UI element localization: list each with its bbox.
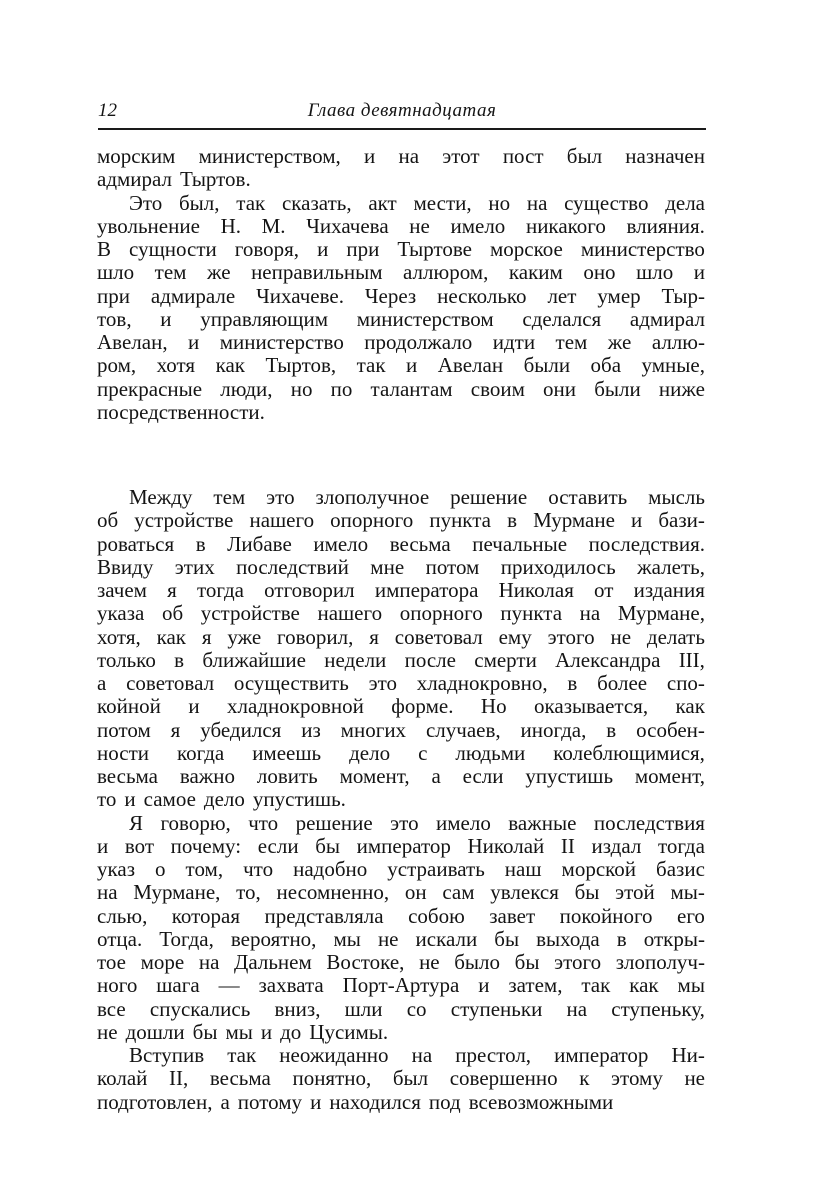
body-text xyxy=(97,145,705,1114)
text-line: на Мурмане, то, несомненно, он сам увлекся бы этой мы- xyxy=(97,880,705,905)
text-line: указа об устройстве нашего опорного пункта на Мурмане, xyxy=(97,601,705,626)
text-line: Вступив так неожиданно на престол, император Ни- xyxy=(129,1043,705,1067)
text-line: увольнение Н. М. Чихачева не имело никакого влияния. xyxy=(97,213,705,238)
text-line: только в ближайшие недели после смерти Александра III, xyxy=(97,647,705,672)
text-line: слью, которая представляла собою завет покойного его xyxy=(97,903,705,928)
text-line: а советовал осуществить это хладнокровно, в более спо- xyxy=(97,671,705,695)
paragraph xyxy=(97,486,705,812)
text-line: Я говорю, что решение это имело важные последствия xyxy=(129,810,705,835)
text-line: койной и хладнокровной форме. Но оказывается, как xyxy=(97,694,705,719)
text-line: хотя, как я уже говорил, я советовал ему этого не делать xyxy=(97,624,705,649)
text-line: колай II, весьма понятно, был совершенно к этому не xyxy=(97,1066,705,1091)
text-line: посредственности. xyxy=(97,399,265,424)
paragraph xyxy=(97,812,705,1045)
text-line: Авелан, и министерство продолжало идти тем же аллю- xyxy=(97,330,705,354)
text-line: адмирал Тыртов. xyxy=(97,167,251,192)
text-line: зачем я тогда отговорил императора Николая от издания xyxy=(97,578,705,602)
text-line: при адмирале Чихачеве. Через несколько лет умер Тыр- xyxy=(97,283,705,308)
text-line: ного шага — захвата Порт-Артура и затем, так как мы xyxy=(97,973,705,998)
text-line: весьма важно ловить момент, а если упустишь момент, xyxy=(97,764,705,788)
text-line: ности когда имеешь дело с людьми колеблющимися, xyxy=(97,740,705,765)
text-line: В сущности говоря, и при Тыртове морское министерство xyxy=(97,237,705,261)
text-line: морским министерством, и на этот пост был назначен xyxy=(97,144,705,168)
text-line: то и самое дело упустишь. xyxy=(97,787,346,812)
text-line: тов, и управляющим министерством сделался адмирал xyxy=(97,306,705,331)
paragraph xyxy=(97,192,705,425)
text-line: об устройстве нашего опорного пункта в Мурмане и бази- xyxy=(97,508,705,533)
text-line: и вот почему: если бы император Николай II издал тогда xyxy=(97,833,705,858)
text-line: потом я убедился из многих случаев, иногда, в особен- xyxy=(97,717,705,742)
text-line: Ввиду этих последствий мне потом приходилось жалеть, xyxy=(97,554,705,579)
text-line: ром, хотя как Тыртов, так и Авелан были оба умные, xyxy=(97,353,705,378)
text-line: подготовлен, а потому и находился под всевозможными xyxy=(97,1089,614,1114)
section-break xyxy=(97,424,705,486)
text-line: все спускались вниз, шли со ступеньки на ступеньку, xyxy=(97,996,705,1021)
text-line: шло тем же неправильным аллюром, каким оно шло и xyxy=(97,260,705,285)
paragraph xyxy=(97,1044,705,1114)
text-line: не дошли бы мы и до Цусимы. xyxy=(97,1019,389,1044)
text-line: прекрасные люди, но по талантам своим они были ниже xyxy=(97,376,705,401)
running-header xyxy=(98,100,706,124)
text-line: отца. Тогда, вероятно, мы не искали бы выхода в откры- xyxy=(97,926,705,951)
chapter-title: Глава девятнадцатая xyxy=(307,100,497,121)
text-line: Это был, так сказать, акт мести, но на существо дела xyxy=(129,190,705,215)
text-line: роваться в Либаве имело весьма печальные последствия. xyxy=(97,531,705,556)
header-rule xyxy=(98,128,706,130)
text-line: указ о том, что надобно устраивать наш морской базис xyxy=(97,857,705,881)
paragraph xyxy=(97,145,705,192)
text-line: Между тем это злополучное решение оставить мысль xyxy=(129,485,705,509)
text-line: тое море на Дальнем Востоке, не было бы этого злополуч- xyxy=(97,950,705,974)
page-number: 12 xyxy=(98,100,117,121)
